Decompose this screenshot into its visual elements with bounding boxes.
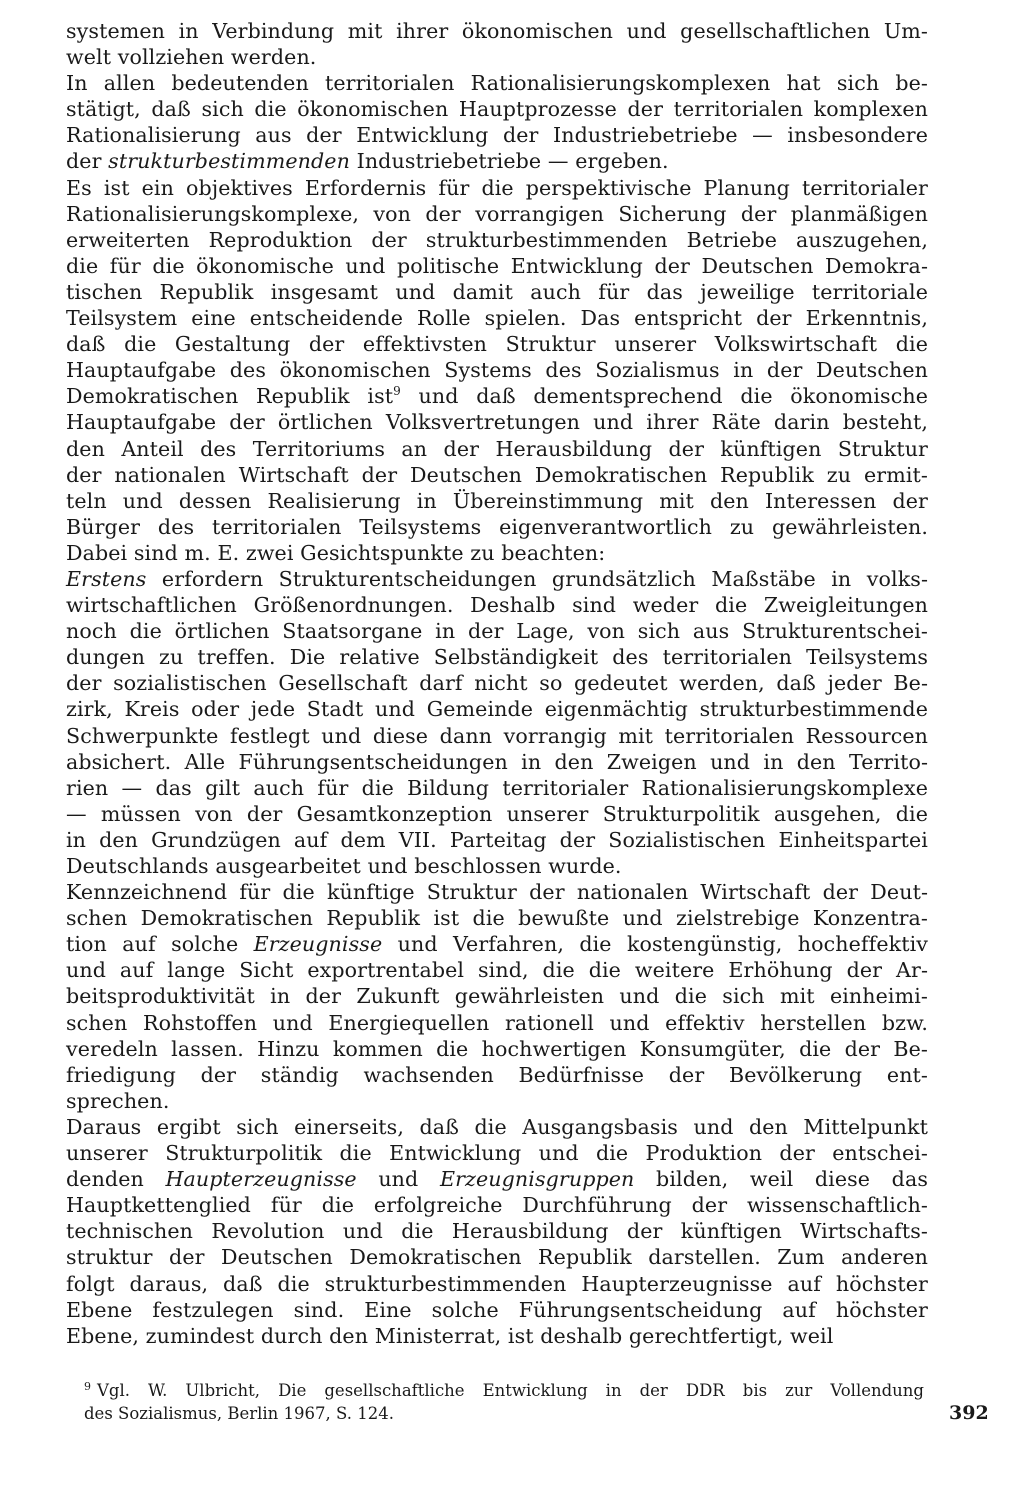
text-line: — müssen von der Gesamtkonzeption unserer Strukturpolitik ausgehen, die (66, 801, 928, 826)
text-line: Dabei sind m. E. zwei Gesichtspunkte zu beachten: (66, 540, 606, 565)
text-line: Deutschlands ausgearbeitet und beschlossen wurde. (66, 854, 622, 878)
text-line: tischen Republik insgesamt und damit auch für das jeweilige territoriale (66, 279, 928, 304)
text-line: und auf lange Sicht exportrentabel sind, die die weitere Erhöhung der Ar- (66, 958, 928, 983)
text-line: In allen bedeutenden territorialen Rationalisierungskomplexen hat sich be- (66, 71, 928, 96)
text-line: veredeln lassen. Hinzu kommen die hochwertigen Konsumgüter, die der Be- (66, 1036, 928, 1061)
text-line: Teilsystem eine entscheidende Rolle spielen. Das entspricht der Erkenntnis, (66, 306, 928, 331)
text-line: Kennzeichnend für die künftige Struktur der nationalen Wirtschaft der Deut- (66, 880, 928, 905)
text-line: Rationalisierungskomplexe, von der vorrangigen Sicherung der planmäßigen (66, 201, 928, 226)
text-line: Daraus ergibt sich einerseits, daß die Ausgangsbasis und den Mittelpunkt (66, 1114, 928, 1139)
text-line: in den Grundzügen auf dem VII. Parteitag der Sozialistischen Einheitspartei (66, 827, 928, 852)
main-text-body (66, 18, 928, 1349)
text-line: friedigung der ständig wachsenden Bedürfnisse der Bevölkerung ent- (66, 1062, 928, 1087)
text-line: technischen Revolution und die Herausbildung der künftigen Wirtschafts- (66, 1219, 928, 1244)
text-line: erweiterten Reproduktion der strukturbestimmenden Betriebe auszugehen, (66, 227, 928, 252)
text-line: wirtschaftlichen Größenordnungen. Deshalb sind weder die Zweigleitungen (66, 593, 928, 618)
text-line: rien — das gilt auch für die Bildung territorialer Rationalisierungskomplexe (66, 775, 928, 800)
text-line: Hauptaufgabe der örtlichen Volksvertretungen und ihrer Räte darin besteht, (66, 410, 928, 435)
text-line: systemen in Verbindung mit ihrer ökonomischen und gesellschaftlichen Um- (66, 19, 928, 43)
text-line: denden Haupterzeugnisse und Erzeugnisgruppen bilden, weil diese das (66, 1167, 928, 1192)
text-line: dungen zu treffen. Die relative Selbständigkeit des territorialen Teilsystems (66, 645, 928, 670)
text-line: Hauptaufgabe des ökonomischen Systems des Sozialismus in der Deutschen (66, 358, 928, 383)
footnote-reference: 9 (393, 384, 401, 399)
text-line: unserer Strukturpolitik die Entwicklung und die Produktion der entschei- (66, 1141, 928, 1166)
text-line: der strukturbestimmenden Industriebetriebe — ergeben. (66, 149, 669, 174)
text-line: tion auf solche Erzeugnisse und Verfahren, die kostengünstig, hocheffektiv (66, 932, 928, 957)
text-line: noch die örtlichen Staatsorgane in der Lage, von sich aus Strukturentschei- (66, 619, 928, 644)
text-line: der nationalen Wirtschaft der Deutschen Demokratischen Republik zu ermit- (66, 462, 928, 487)
text-line: Es ist ein objektives Erfordernis für die perspektivische Planung territorialer (66, 175, 928, 200)
text-line: struktur der Deutschen Demokratischen Republik darstellen. Zum anderen (66, 1245, 928, 1270)
text-line: zirk, Kreis oder jede Stadt und Gemeinde eigenmächtig strukturbestimmende (66, 697, 928, 722)
text-line: Rationalisierung aus der Entwicklung der Industriebetriebe — insbesondere (66, 123, 928, 148)
page-number: 392 (949, 1402, 989, 1424)
text-line: folgt daraus, daß die strukturbestimmenden Haupterzeugnisse auf höchster (66, 1271, 928, 1296)
text-line: Ebene festzulegen sind. Eine solche Führungsentscheidung auf höchster (66, 1297, 928, 1322)
text-line: den Anteil des Territoriums an der Herausbildung der künftigen Struktur (66, 436, 928, 461)
text-line: absichert. Alle Führungsentscheidungen in den Zweigen und in den Territo- (66, 749, 928, 774)
text-line: die für die ökonomische und politische Entwicklung der Deutschen Demokra- (66, 253, 928, 278)
text-line: schen Demokratischen Republik ist die bewußte und zielstrebige Konzentra- (66, 906, 928, 931)
text-line: Ebene, zumindest durch den Ministerrat, ist deshalb gerechtfertigt, weil (66, 1323, 834, 1348)
text-line: welt vollziehen werden. (66, 45, 317, 70)
text-line: teln und dessen Realisierung in Übereinstimmung mit den Interessen der (66, 488, 928, 513)
text-line: schen Rohstoffen und Energiequellen rationell und effektiv herstellen bzw. (66, 1010, 928, 1035)
footnote (84, 1379, 924, 1425)
text-line: stätigt, daß sich die ökonomischen Hauptprozesse der territorialen komplexen (66, 97, 928, 122)
text-line: Erstens erfordern Strukturentscheidungen grundsätzlich Maßstäbe in volks- (66, 566, 928, 591)
text-line: Demokratischen Republik ist$^9$ und daß dementsprechend die ökonomische (66, 384, 928, 409)
text-line: beitsproduktivität in der Zukunft gewährleisten und die sich mit einheimi- (66, 984, 928, 1009)
text-line: daß die Gestaltung der effektivsten Struktur unserer Volkswirtschaft die (66, 332, 928, 357)
text-line: der sozialistischen Gesellschaft darf nicht so gedeutet werden, daß jeder Be- (66, 671, 928, 696)
text-line: Schwerpunkte festlegt und diese dann vorrangig mit territorialen Ressourcen (66, 723, 928, 748)
footnote-mark: 9 (84, 1380, 91, 1393)
footnote-line: $^9$ Vgl. W. Ulbricht, Die gesellschaftliche Entwicklung in der DDR bis zur Vollendung (84, 1380, 924, 1400)
text-line: sprechen. (66, 1088, 170, 1113)
text-line: Hauptkettenglied für die erfolgreiche Durchführung der wissenschaftlich- (66, 1193, 928, 1218)
footnote-line: des Sozialismus, Berlin 1967, S. 124. (84, 1404, 394, 1423)
text-line: Bürger des territorialen Teilsystems eigenverantwortlich zu gewährleisten. (66, 514, 928, 539)
